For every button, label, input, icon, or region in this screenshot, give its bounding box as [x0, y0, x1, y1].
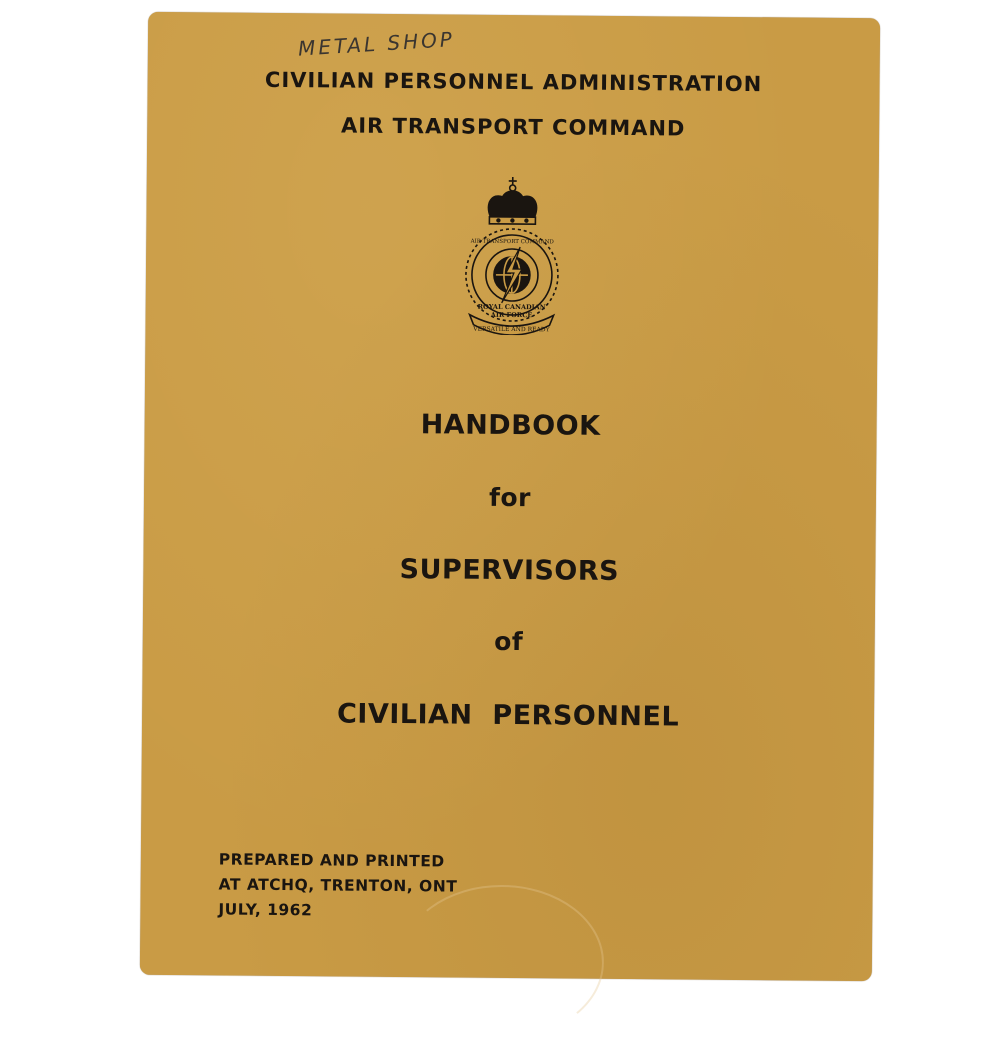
footer-prepared: PREPARED AND PRINTED — [218, 850, 445, 871]
title-supervisors: SUPERVISORS — [399, 554, 620, 587]
svg-text:AIR FORCE: AIR FORCE — [490, 310, 533, 320]
footer-date: JULY, 1962 — [218, 900, 313, 920]
svg-text:ROYAL CANADIAN: ROYAL CANADIAN — [477, 302, 546, 312]
svg-text:VERSATILE AND READY: VERSATILE AND READY — [473, 325, 550, 334]
header-command: AIR TRANSPORT COMMAND — [340, 113, 686, 141]
svg-text:AIR TRANSPORT COMMAND: AIR TRANSPORT COMMAND — [470, 238, 554, 246]
title-for: for — [488, 482, 532, 513]
booklet-cover — [140, 12, 880, 981]
crest-icon — [461, 175, 566, 336]
handwritten-note: METAL SHOP — [297, 27, 456, 61]
title-handbook: HANDBOOK — [420, 409, 601, 442]
title-of: of — [494, 626, 524, 657]
header-organization: CIVILIAN PERSONNEL ADMINISTRATION — [264, 67, 763, 97]
paper-crease — [399, 884, 604, 1040]
title-civilian-personnel: CIVILIAN PERSONNEL — [336, 698, 680, 733]
footer-location: AT ATCHQ, TRENTON, ONT — [218, 875, 458, 896]
